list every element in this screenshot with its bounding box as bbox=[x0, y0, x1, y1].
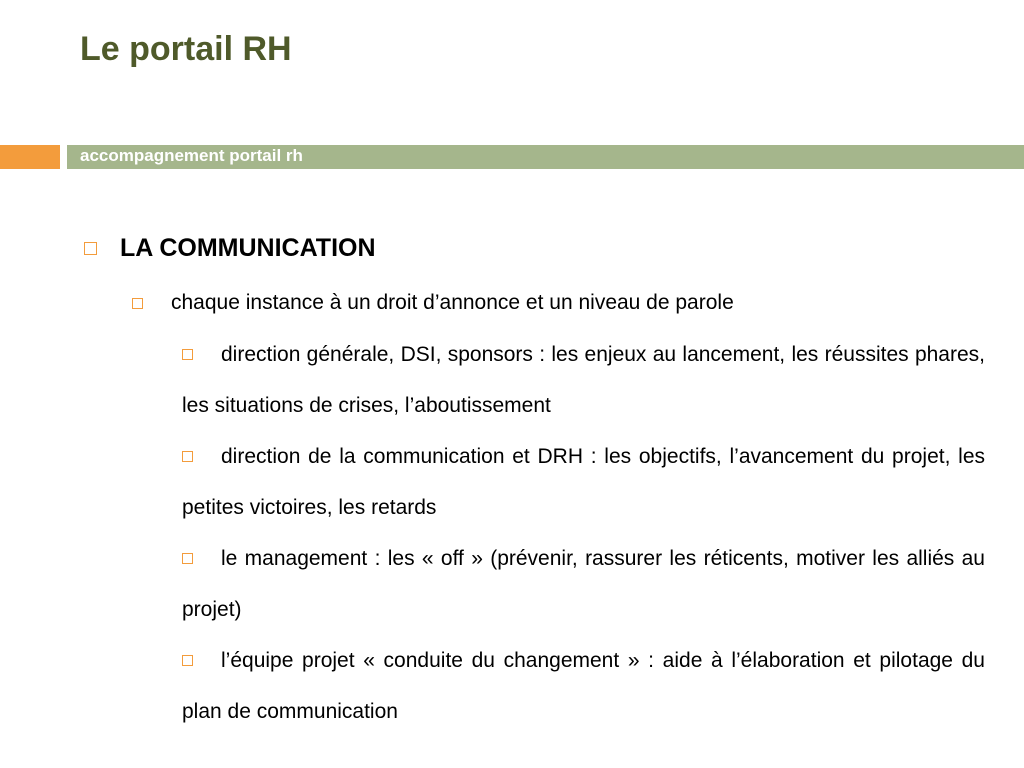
square-bullet-icon bbox=[182, 451, 193, 462]
level1-text: LA COMMUNICATION bbox=[120, 233, 376, 262]
square-bullet-icon bbox=[182, 655, 193, 666]
accent-band-orange bbox=[0, 145, 60, 169]
slide-subtitle: accompagnement portail rh bbox=[80, 146, 303, 165]
level3-list bbox=[182, 329, 985, 737]
level3-text: le management : les « off » (prévenir, rassurer les réticents, motiver les alliés au projet) bbox=[182, 547, 985, 621]
level3-item bbox=[182, 329, 985, 431]
square-bullet-icon bbox=[182, 349, 193, 360]
square-bullet-icon bbox=[132, 298, 143, 309]
bullet-level2 bbox=[132, 287, 734, 319]
bullet-level1 bbox=[84, 230, 376, 266]
level3-item bbox=[182, 635, 985, 737]
level2-text: chaque instance à un droit d’annonce et un niveau de parole bbox=[171, 291, 734, 314]
level3-item bbox=[182, 533, 985, 635]
level3-text: direction de la communication et DRH : les objectifs, l’avancement du projet, les petites victoires, les retards bbox=[182, 445, 985, 519]
level3-text: l’équipe projet « conduite du changement » : aide à l’élaboration et pilotage du plan de communication bbox=[182, 649, 985, 723]
square-bullet-icon bbox=[84, 242, 97, 255]
slide-title: Le portail RH bbox=[80, 30, 292, 68]
level3-text: direction générale, DSI, sponsors : les enjeux au lancement, les réussites phares, les situations de crises, l’aboutissement bbox=[182, 343, 985, 417]
square-bullet-icon bbox=[182, 553, 193, 564]
level3-item bbox=[182, 431, 985, 533]
